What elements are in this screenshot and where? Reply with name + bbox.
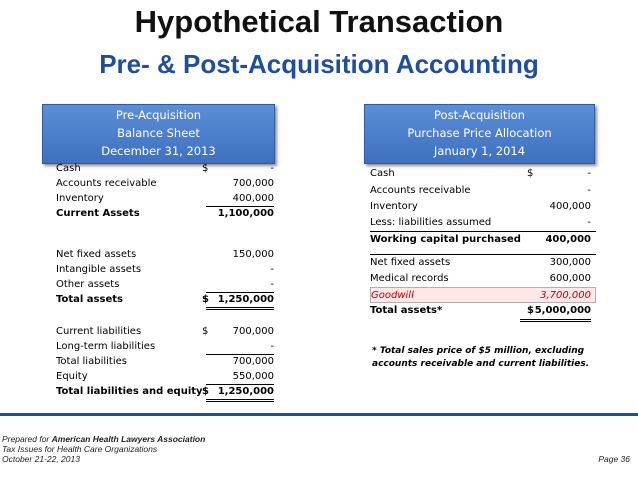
footer-prefix: Prepared for: [2, 434, 52, 444]
pre-acquisition-header: [42, 104, 275, 164]
row-value: 400,000: [545, 234, 591, 245]
pre-row-accounts-receivable: [56, 177, 280, 191]
row-value: -: [587, 185, 591, 196]
row-value: -: [206, 340, 274, 355]
footnote-line-2: accounts receivable and current liabilities.: [372, 359, 590, 369]
row-label: Total liabilities: [56, 356, 127, 367]
post-header-line-2: Purchase Price Allocation: [407, 126, 552, 140]
footer-organization: American Health Lawyers Association: [51, 434, 206, 444]
row-value: 700,000: [232, 326, 274, 337]
post-row-medical-records: [370, 271, 596, 287]
row-value: 600,000: [549, 273, 591, 284]
pre-row-cash: [56, 162, 280, 176]
pre-row-total-assets: [56, 293, 280, 307]
row-label: Medical records: [370, 273, 449, 284]
footnote: [372, 345, 592, 371]
post-row-goodwill: [370, 287, 596, 303]
pre-row-other-assets: [56, 278, 280, 292]
row-label: Cash: [56, 163, 81, 174]
row-label: Other assets: [56, 279, 120, 290]
row-label: Inventory: [56, 193, 104, 204]
dollar-sign: $: [202, 386, 209, 397]
pre-row-intangible-assets: [56, 263, 280, 277]
row-value: -: [587, 217, 591, 228]
post-row-working-capital: [370, 231, 596, 247]
row-label: Long-term liabilities: [56, 341, 156, 352]
row-label: Less: liabilities assumed: [370, 217, 492, 228]
row-label: Total assets*: [370, 305, 443, 316]
row-value: 550,000: [206, 370, 274, 385]
post-header-line-1: Post-Acquisition: [434, 108, 525, 122]
row-label: Net fixed assets: [56, 249, 137, 260]
post-acquisition-header: [364, 104, 595, 164]
row-label: Current Assets: [56, 208, 140, 219]
row-value: 400,000: [206, 192, 274, 207]
pre-row-net-fixed-assets: [56, 248, 280, 262]
slide-subtitle: Pre- & Post-Acquisition Accounting: [99, 49, 539, 79]
row-value: 1,250,000: [206, 385, 274, 402]
dollar-sign: $: [527, 305, 534, 316]
pre-acquisition-table: [56, 162, 280, 402]
pre-row-long-term-liabilities: [56, 340, 280, 354]
row-value: 400,000: [549, 201, 591, 212]
row-value: 3,700,000: [540, 290, 591, 301]
footnote-line-1: * Total sales price of $5 million, excluding: [372, 346, 585, 356]
dollar-sign: $: [527, 168, 534, 179]
row-label: Goodwill: [371, 290, 414, 301]
row-label: Accounts receivable: [370, 185, 471, 196]
row-label: Working capital purchased: [370, 234, 521, 245]
pre-row-total-liabilities: [56, 355, 280, 369]
row-label: Total assets: [56, 294, 123, 305]
row-value: -: [270, 264, 274, 275]
pre-header-line-1: Pre-Acquisition: [115, 108, 202, 122]
row-value: -: [206, 278, 274, 293]
footer-info: [2, 434, 205, 464]
row-label: Current liabilities: [56, 326, 142, 337]
footer-line-1: [2, 434, 205, 444]
pre-row-current-assets: [56, 207, 280, 221]
row-value: -: [270, 163, 274, 174]
row-value: 5,000,000: [520, 303, 591, 322]
row-value: 700,000: [232, 178, 274, 189]
post-acquisition-table: [370, 166, 596, 316]
pre-header-line-2: Balance Sheet: [117, 126, 200, 140]
row-label: Intangible assets: [56, 264, 142, 275]
page-number: Page 36: [598, 454, 630, 464]
dollar-sign: $: [202, 163, 209, 174]
post-row-liabilities-assumed: [370, 215, 596, 231]
post-row-total-assets: [370, 303, 596, 319]
pre-row-equity: [56, 370, 280, 384]
row-label: Equity: [56, 371, 88, 382]
footer-line-3: October 21-22, 2013: [2, 454, 80, 464]
footer-divider: [0, 413, 638, 416]
row-value: 1,250,000: [206, 293, 274, 310]
dollar-sign: $: [202, 294, 209, 305]
pre-row-current-liabilities: [56, 325, 280, 339]
post-row-inventory: [370, 199, 596, 215]
row-value: 300,000: [549, 257, 591, 268]
row-label: Net fixed assets: [370, 257, 451, 268]
dollar-sign: $: [202, 326, 209, 337]
footer-line-2: Tax Issues for Health Care Organizations: [2, 444, 158, 454]
post-row-cash: [370, 166, 596, 182]
post-header-line-3: January 1, 2014: [433, 144, 526, 158]
row-label: Inventory: [370, 201, 418, 212]
pre-row-total-liabilities-equity: [56, 385, 280, 399]
row-value: 1,100,000: [217, 208, 274, 219]
row-label: Cash: [370, 168, 395, 179]
row-label: Total liabilities and equity: [56, 386, 203, 397]
row-value: 700,000: [232, 356, 274, 367]
row-label: Accounts receivable: [56, 178, 157, 189]
row-value: -: [587, 168, 591, 179]
pre-header-line-3: December 31, 2013: [101, 144, 216, 158]
post-row-net-fixed-assets: [370, 254, 596, 270]
pre-row-inventory: [56, 192, 280, 206]
post-row-accounts-receivable: [370, 183, 596, 199]
slide-title: Hypothetical Transaction: [134, 4, 504, 39]
row-value: 150,000: [232, 249, 274, 260]
